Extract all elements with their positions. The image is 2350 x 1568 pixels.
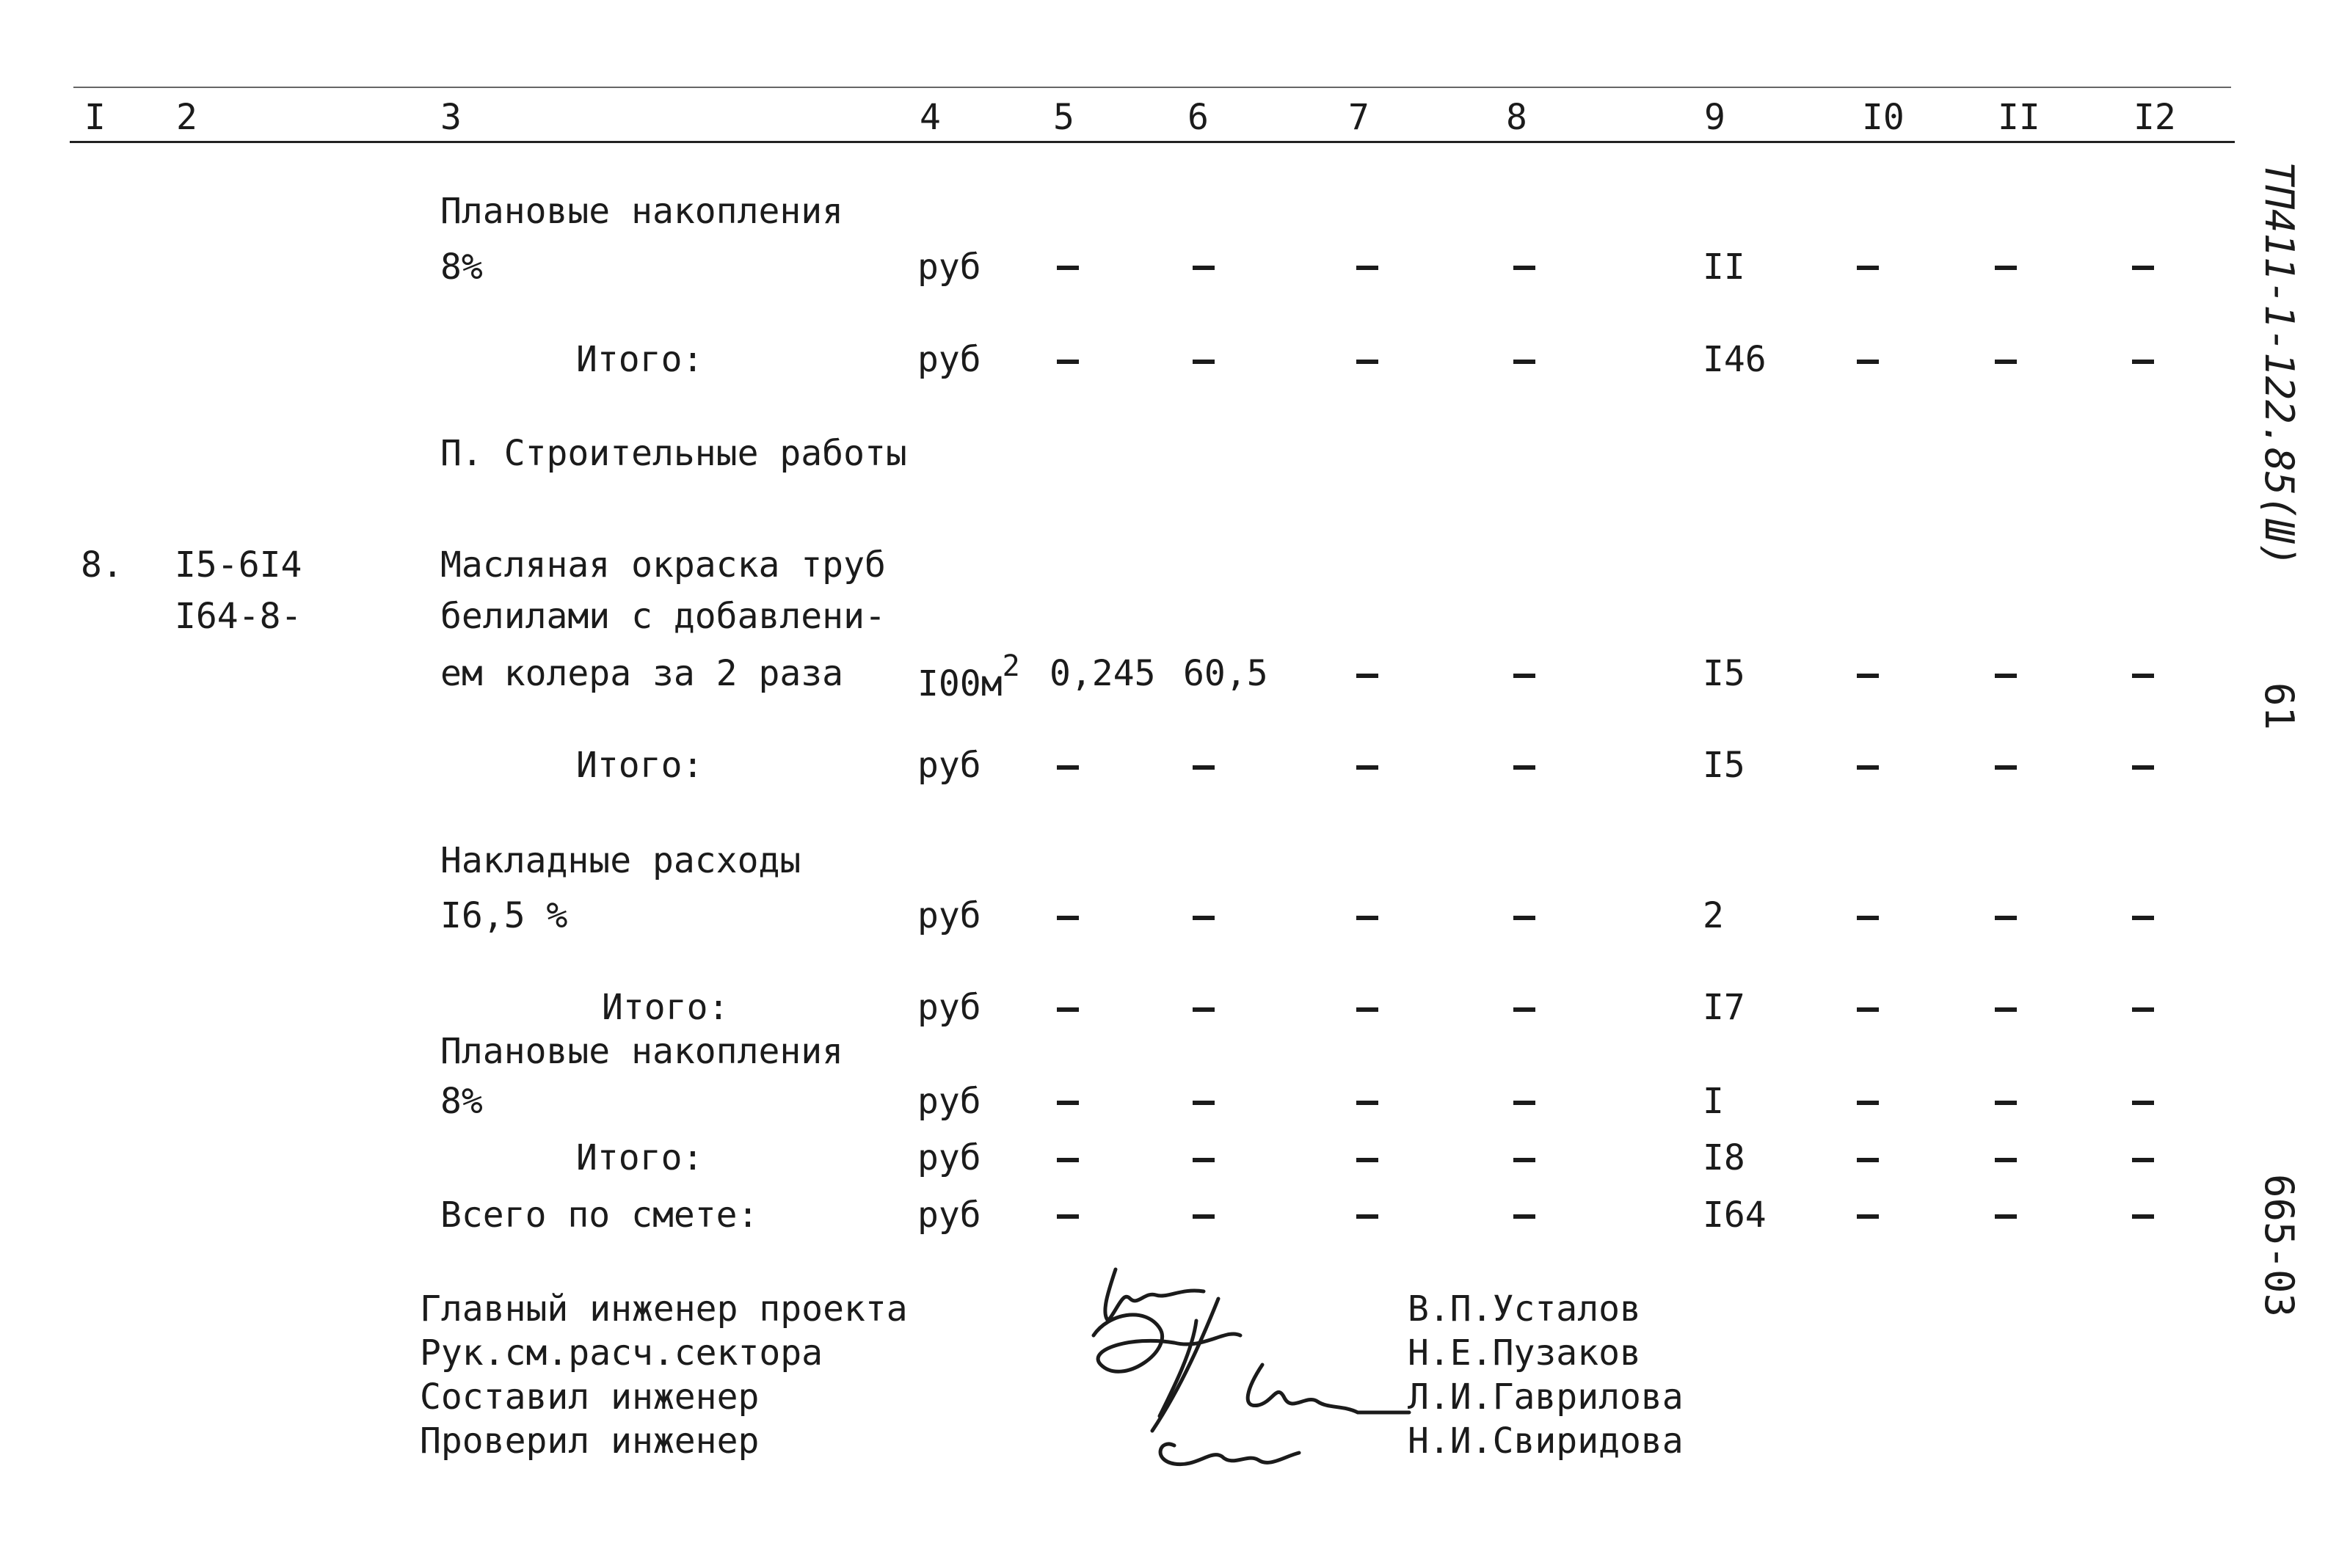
role-compiled-by: Составил инженер bbox=[420, 1376, 760, 1418]
item8-price: 60,5 bbox=[1183, 653, 1268, 694]
col-header-2: 2 bbox=[176, 97, 197, 138]
dash-mark bbox=[1513, 765, 1535, 770]
planned2-label: Плановые накопления bbox=[440, 1031, 844, 1072]
dash-mark bbox=[1057, 765, 1079, 770]
dash-mark bbox=[2132, 1214, 2154, 1219]
dash-mark bbox=[1995, 266, 2017, 270]
col-header-12: I2 bbox=[2133, 97, 2176, 138]
item8-code2: I64-8- bbox=[175, 596, 302, 637]
dash-mark bbox=[1857, 674, 1879, 678]
dash-mark bbox=[2132, 1158, 2154, 1162]
dash-mark bbox=[2132, 266, 2154, 270]
dash-mark bbox=[1193, 266, 1215, 270]
role-sector-head: Рук.см.расч.сектора bbox=[420, 1332, 823, 1374]
dash-mark bbox=[1857, 266, 1879, 270]
dash-mark bbox=[1995, 916, 2017, 920]
overhead-value: 2 bbox=[1703, 895, 1724, 936]
dash-mark bbox=[1356, 765, 1378, 770]
total2-label: Итого: bbox=[576, 745, 704, 786]
dash-mark bbox=[2132, 1101, 2154, 1105]
dash-mark bbox=[1995, 1158, 2017, 1162]
planned2-unit: руб bbox=[917, 1081, 981, 1122]
col-header-4: 4 bbox=[920, 97, 941, 138]
col-header-8: 8 bbox=[1506, 97, 1527, 138]
dash-mark bbox=[1857, 1158, 1879, 1162]
handwritten-signatures bbox=[1064, 1247, 1416, 1489]
total4-label: Итого: bbox=[576, 1137, 704, 1178]
dash-mark bbox=[1193, 1007, 1215, 1012]
header-top-rule bbox=[73, 87, 2231, 88]
name-gavrilova: Л.И.Гаврилова bbox=[1408, 1376, 1684, 1418]
item8-unit-base: I00м bbox=[917, 663, 1003, 704]
dash-mark bbox=[1057, 266, 1079, 270]
dash-mark bbox=[1057, 1214, 1079, 1219]
dash-mark bbox=[1995, 1214, 2017, 1219]
dash-mark bbox=[1057, 1158, 1079, 1162]
dash-mark bbox=[1513, 1007, 1535, 1012]
dash-mark bbox=[1857, 360, 1879, 364]
total1-unit: руб bbox=[917, 339, 981, 380]
dash-mark bbox=[1193, 916, 1215, 920]
dash-mark bbox=[1995, 1101, 2017, 1105]
doc-code-vertical: ТП411-1-122.85(Ш) bbox=[2256, 161, 2302, 567]
planned2-value: I bbox=[1703, 1081, 1724, 1122]
planned1-unit: руб bbox=[917, 247, 981, 288]
dash-mark bbox=[1513, 360, 1535, 364]
dash-mark bbox=[2132, 765, 2154, 770]
page-number-vertical: 61 bbox=[2256, 682, 2302, 731]
dash-mark bbox=[1995, 674, 2017, 678]
col-header-3: 3 bbox=[440, 97, 462, 138]
total4-unit: руб bbox=[917, 1137, 981, 1178]
dash-mark bbox=[1356, 916, 1378, 920]
overhead-unit: руб bbox=[917, 895, 981, 936]
item8-code1: I5-6I4 bbox=[175, 544, 302, 586]
grand-total-unit: руб bbox=[917, 1195, 981, 1236]
dash-mark bbox=[1513, 1158, 1535, 1162]
total1-label: Итого: bbox=[576, 339, 704, 380]
dash-mark bbox=[1513, 674, 1535, 678]
dash-mark bbox=[1995, 1007, 2017, 1012]
name-puzakov: Н.Е.Пузаков bbox=[1408, 1332, 1641, 1374]
dash-mark bbox=[1193, 1101, 1215, 1105]
role-chief-engineer: Главный инженер проекта bbox=[420, 1288, 908, 1330]
dash-mark bbox=[1193, 1158, 1215, 1162]
dash-mark bbox=[2132, 674, 2154, 678]
name-sviridova: Н.И.Свиридова bbox=[1408, 1421, 1684, 1462]
dash-mark bbox=[1356, 360, 1378, 364]
col-header-10: I0 bbox=[1862, 97, 1905, 138]
dash-mark bbox=[1356, 266, 1378, 270]
dash-mark bbox=[1513, 1214, 1535, 1219]
dash-mark bbox=[1193, 360, 1215, 364]
dash-mark bbox=[1995, 765, 2017, 770]
dash-mark bbox=[1857, 916, 1879, 920]
col-header-7: 7 bbox=[1348, 97, 1369, 138]
total2-unit: руб bbox=[917, 745, 981, 786]
total3-label: Итого: bbox=[602, 987, 730, 1028]
col-header-6: 6 bbox=[1187, 97, 1209, 138]
dash-mark bbox=[1995, 360, 2017, 364]
dash-mark bbox=[1356, 1101, 1378, 1105]
grand-total-value: I64 bbox=[1703, 1195, 1767, 1236]
dash-mark bbox=[1857, 1007, 1879, 1012]
planned2-pct: 8% bbox=[440, 1081, 483, 1122]
item8-number: 8. bbox=[81, 544, 123, 586]
planned1-pct: 8% bbox=[440, 247, 483, 288]
dash-mark bbox=[1857, 1214, 1879, 1219]
dash-mark bbox=[1857, 1101, 1879, 1105]
item8-qty: 0,245 bbox=[1050, 653, 1156, 694]
overhead-label: Накладные расходы bbox=[440, 840, 801, 881]
overhead-pct: I6,5 % bbox=[440, 895, 568, 936]
header-bottom-rule bbox=[70, 141, 2235, 143]
dash-mark bbox=[1356, 674, 1378, 678]
col-header-9: 9 bbox=[1704, 97, 1725, 138]
dash-mark bbox=[1356, 1158, 1378, 1162]
planned1-label: Плановые накопления bbox=[440, 191, 844, 232]
total4-value: I8 bbox=[1703, 1137, 1745, 1178]
item8-unit-sup: 2 bbox=[1002, 649, 1020, 683]
item8-unit bbox=[917, 649, 1020, 704]
total3-unit: руб bbox=[917, 987, 981, 1028]
dash-mark bbox=[1513, 266, 1535, 270]
item8-desc2: белилами с добавлени- bbox=[440, 596, 886, 637]
col-header-11: II bbox=[1998, 97, 2040, 138]
dash-mark bbox=[1057, 1007, 1079, 1012]
dash-mark bbox=[1057, 360, 1079, 364]
sheet-code-vertical: 665-03 bbox=[2256, 1174, 2302, 1318]
dash-mark bbox=[1513, 1101, 1535, 1105]
item8-desc1: Масляная окраска труб bbox=[440, 544, 886, 586]
col-header-5: 5 bbox=[1053, 97, 1074, 138]
item8-desc3: ем колера за 2 раза bbox=[440, 653, 844, 694]
dash-mark bbox=[1193, 765, 1215, 770]
total1-value: I46 bbox=[1703, 339, 1767, 380]
name-ustalov: В.П.Усталов bbox=[1408, 1288, 1641, 1330]
dash-mark bbox=[1057, 1101, 1079, 1105]
total2-value: I5 bbox=[1703, 745, 1745, 786]
dash-mark bbox=[1513, 916, 1535, 920]
dash-mark bbox=[1356, 1007, 1378, 1012]
dash-mark bbox=[2132, 1007, 2154, 1012]
total3-value: I7 bbox=[1703, 987, 1745, 1028]
dash-mark bbox=[1356, 1214, 1378, 1219]
col-header-1: I bbox=[84, 97, 106, 138]
dash-mark bbox=[2132, 916, 2154, 920]
grand-total-label: Всего по смете: bbox=[440, 1195, 759, 1236]
dash-mark bbox=[1193, 1214, 1215, 1219]
dash-mark bbox=[2132, 360, 2154, 364]
section-title: П. Строительные работы bbox=[440, 433, 907, 474]
role-checked-by: Проверил инженер bbox=[420, 1421, 760, 1462]
dash-mark bbox=[1857, 765, 1879, 770]
planned1-total: II bbox=[1703, 247, 1745, 288]
item8-total: I5 bbox=[1703, 653, 1745, 694]
dash-mark bbox=[1057, 916, 1079, 920]
